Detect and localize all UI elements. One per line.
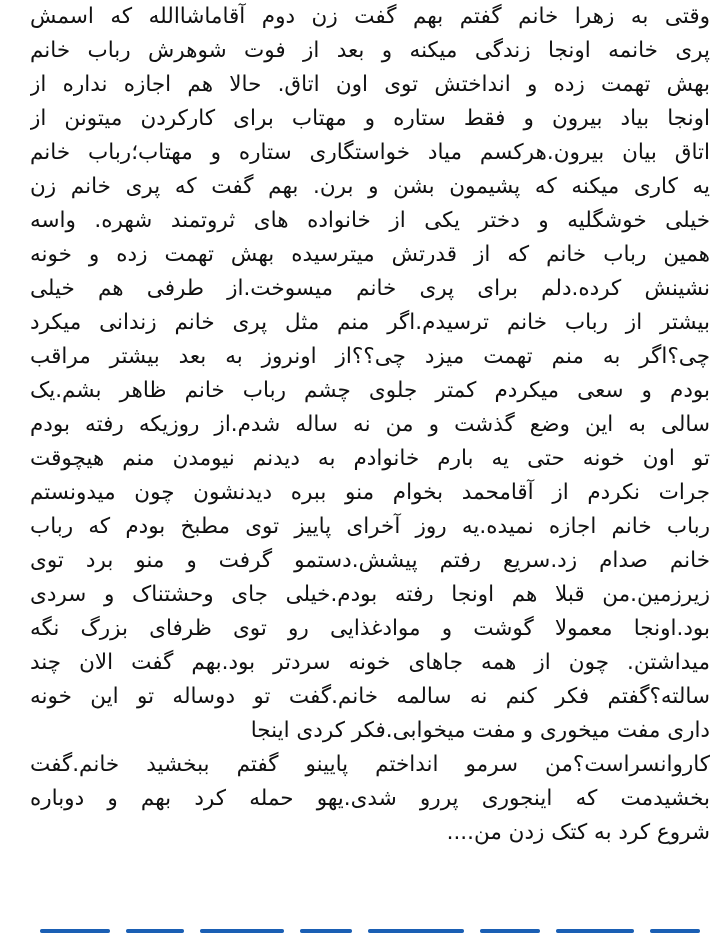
text-line: بود.اونجا معمولا گوشت و موادغذایی رو توی ظرفای بزرگ نگه bbox=[30, 616, 710, 641]
text-line: پری خانمه اونجا زندگی میکنه و بعد از فوت شوهرش رباب خانم bbox=[30, 38, 710, 63]
text-line: بخشیدمت که اینجوری پررو شدی.یهو حمله کرد بهم و دوباره bbox=[30, 786, 710, 811]
link-fragment[interactable] bbox=[126, 929, 184, 933]
text-line: بهش تهمت زده و انداختش توی اون اتاق. حالا هم اجازه نداره از bbox=[30, 72, 710, 97]
cutoff-link-line[interactable] bbox=[30, 921, 710, 935]
text-line: کاروانسراست؟من سرمو انداختم پایینو گفتم ببخشید خانم.گفت bbox=[30, 752, 710, 777]
text-line: داری مفت میخوری و مفت میخوابی.فکر کردی اینجا bbox=[250, 718, 710, 743]
text-line: سالته؟گفتم فکر کنم نه سالمه خانم.گفت تو دوساله تو این خونه bbox=[30, 684, 710, 709]
text-line: همین رباب خانم که از قدرتش میترسیده بهش تهمت زده و خونه bbox=[30, 242, 710, 267]
post-body bbox=[30, 0, 710, 850]
text-line: خیلی خوشگلیه و دختر یکی از خانواده های ثروتمند شهره. واسه bbox=[30, 208, 710, 233]
text-line: اتاق بیان بیرون.هرکسم میاد خواستگاری ستاره و مهتاب؛رباب خانم bbox=[30, 140, 710, 165]
text-line: رباب خانم اجازه نمیده.یه روز آخرای پاییز توی مطبخ بودم که رباب bbox=[30, 514, 710, 539]
text-line: شروع کرد به کتک زدن من.... bbox=[446, 820, 710, 845]
link-fragment[interactable] bbox=[480, 929, 540, 933]
link-fragment[interactable] bbox=[40, 929, 110, 933]
text-line: بیشتر از رباب خانم ترسیدم.اگر منم مثل پری خانم زندانی میکرد bbox=[30, 310, 710, 335]
link-fragment[interactable] bbox=[300, 929, 352, 933]
link-fragment[interactable] bbox=[556, 929, 634, 933]
link-fragment[interactable] bbox=[368, 929, 464, 933]
text-line: چی؟اگر به منم تهمت میزد چی؟؟از اونروز به بعد بیشتر مراقب bbox=[30, 344, 710, 369]
link-fragment[interactable] bbox=[200, 929, 284, 933]
text-line: نشینش کرده.دلم برای پری خانم میسوخت.از طرفی هم خیلی bbox=[30, 276, 710, 301]
text-line: جرات نکردم از آقامحمد بخوام منو ببره دیدنشون چون میدونستم bbox=[30, 480, 710, 505]
text-line: خانم صدام زد.سریع رفتم پیشش.دستمو گرفت و منو برد توی bbox=[30, 548, 710, 573]
text-line: یه کاری میکنه که پشیمون بشن و برن. بهم گفت که پری خانم زن bbox=[30, 174, 710, 199]
text-line: بودم و سعی میکردم کمتر جلوی چشم رباب خانم ظاهر بشم.یک bbox=[30, 378, 710, 403]
link-fragment[interactable] bbox=[650, 929, 700, 933]
text-line: میداشتن. چون از همه جاهای خونه سردتر بود.بهم گفت الان چند bbox=[30, 650, 710, 675]
text-line: وقتی به زهرا خانم گفتم بهم گفت زن دوم آقاماشاالله که اسمش bbox=[30, 4, 710, 29]
text-line: اونجا بیاد بیرون و فقط ستاره و مهتاب برای کارکردن میتونن از bbox=[30, 106, 710, 131]
text-line: زیرزمین.من قبلا هم اونجا رفته بودم.خیلی جای وحشتناک و سردی bbox=[30, 582, 710, 607]
text-line: سالی به این وضع گذشت و من نه ساله شدم.از روزیکه رفته بودم bbox=[30, 412, 710, 437]
text-line: تو اون خونه حتی یه بارم خانوادم به دیدنم نیومدن منم هیچوقت bbox=[30, 446, 710, 471]
